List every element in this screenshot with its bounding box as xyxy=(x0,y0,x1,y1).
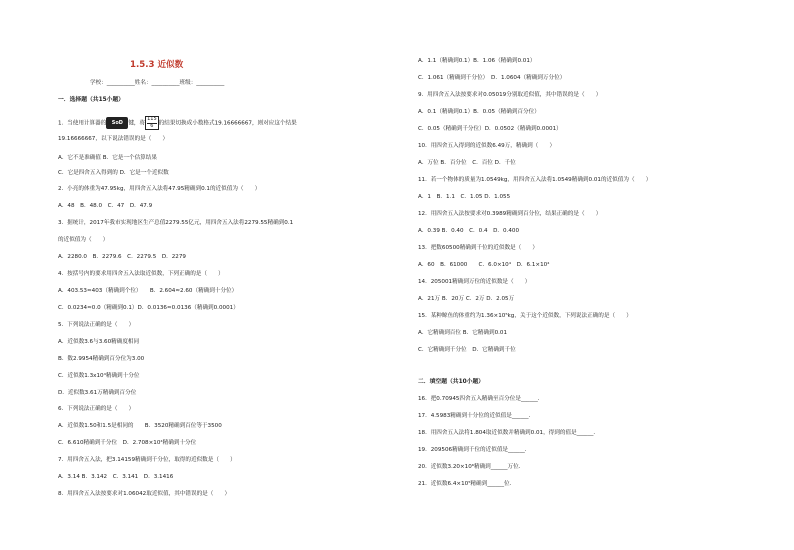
question-line: A．2280.0 B．2279.6 C．2279.5 D．2279 xyxy=(58,254,186,260)
question-line: A．1 B．1.1 C．1.05 D．1.055 xyxy=(418,194,511,200)
question-line: C．1.061（精确到千分位） D．1.0604（精确到万分位） xyxy=(418,75,566,81)
question-line: C．近似数1.3x10⁴精确到十分位 xyxy=(58,373,140,379)
question-line: 19.16666667，以下说法错误的是（ ） xyxy=(58,136,169,142)
question-line: A．21万 B．20万 C．2万 D．2.05万 xyxy=(418,296,515,302)
question-line: 2．小亮的体重为47.95kg，用四舍五入法将47.95精确到0.1的近似值为（ ） xyxy=(58,186,261,192)
question-line: 18．用四舍五入法将1.804取近似数并精确到0.01，得到的值是______． xyxy=(418,430,600,436)
question-line: 16．把0.70945四舍五入精确至百分位是______． xyxy=(418,396,544,402)
question-line: 的近似值为（ ） xyxy=(58,237,109,243)
question-text: 的结果切换成小数格式19.16666667，则对应这个结果 xyxy=(158,120,297,127)
question-line: A．403.53≈403（精确到个位） B．2.604≈2.60（精确到十分位） xyxy=(58,288,238,294)
question-line: C．它是四舍五入得到的 D．它是一个近似数 xyxy=(58,170,169,176)
student-info-line: 学校：__________姓名：__________班级：__________ xyxy=(90,80,225,86)
question-line: 6．下列说法正确的是（ ） xyxy=(58,406,135,412)
question-line: C．6.610精确到千分位 D．2.708×10⁴精确到十分位 xyxy=(58,440,197,446)
question-line: 9．用四舍五入法按要求对0.05019分别取近似值，其中错误的是（ ） xyxy=(418,92,602,98)
calculator-key-icon: SoD xyxy=(106,117,128,129)
question-line: B．数2.9954精确到百分位为3.00 xyxy=(58,356,145,362)
question-text: 1．当使用计算器的 xyxy=(58,120,107,127)
question-line: D．近似数3.61万精确到百分位 xyxy=(58,390,137,396)
question-line: A．1.1（精确到0.1）B．1.06（精确到0.01） xyxy=(418,58,536,64)
question-line: A．近似数1.50和1.5是相同的 B．3520精确到百位等于3500 xyxy=(58,423,222,429)
fraction-numerator: 115 xyxy=(147,116,157,122)
question-line: A．万位 B．百分位 C．百位 D．千位 xyxy=(418,160,516,166)
section-heading: 二．填空题（共10小题） xyxy=(418,379,485,385)
question-line: 11．若一个物体的质量为1.0549kg，用四舍五入法将1.0549精确到0.01的近似值为（ ） xyxy=(418,177,652,183)
question-line: 19．209506精确到千位的近似值是______． xyxy=(418,447,531,453)
question-text: 键，将 xyxy=(128,120,146,127)
question-line: A．48 B．48.0 C．47 D．47.9 xyxy=(58,203,153,209)
question-line: A．0.39 B．0.40 C．0.4 D．0.400 xyxy=(418,228,520,234)
question-line: 13．把数60500精确到千位的近似数是（ ） xyxy=(418,245,539,251)
question-line: A．0.1（精确到0.1）B．0.05（精确到百分位） xyxy=(418,109,540,115)
question-line: C．0.0234≈0.0（精确到0.1）D．0.0136≈0.0136（精确到0.0001） xyxy=(58,305,239,311)
section-heading: 一．选择题（共15小题） xyxy=(58,97,125,103)
question-line: A．近似数3.6与3.60精确度相同 xyxy=(58,339,140,345)
question-line xyxy=(58,116,297,130)
question-line: C．0.05（精确到千分位）D．0.0502（精确到0.0001） xyxy=(418,126,562,132)
question-line: 21．近似数6.4×10⁵精确到______位． xyxy=(418,481,516,487)
question-line: 4．按括号内的要求用四舍五入法取近似数，下列正确的是（ ） xyxy=(58,271,224,277)
question-line: A．它精确到百位 B．它精确到0.01 xyxy=(418,330,508,336)
question-line: 5．下列说法正确的是（ ） xyxy=(58,322,135,328)
question-line: 14．205001精确到万位的近似数是（ ） xyxy=(418,279,531,285)
question-line: A．3.14 B．3.142 C．3.141 D．3.1416 xyxy=(58,474,174,480)
question-line: 3．据统计，2017年我市实现地区生产总值2279.55亿元，用四舍五入法将2279.55精确到0.1 xyxy=(58,220,294,226)
question-line: 17．4.5983精确到十分位的近似值是______． xyxy=(418,413,535,419)
question-line: 8．用四舍五入法按要求对1.06042取近似值，其中错误的是（ ） xyxy=(58,491,231,497)
question-line: 12．用四舍五入法按要求对0.3989精确到百分位，结果正确的是（ ） xyxy=(418,211,602,217)
question-line: A．它不是准确值 B．它是一个估算结果 xyxy=(58,155,157,161)
fraction-denominator: 6 xyxy=(150,122,154,129)
question-line: 15．某种鲸鱼的体重约为1.36×10⁵kg，关于这个近似数，下列说法正确的是（ ） xyxy=(418,313,632,319)
page-title: 1.5.3 近似数 xyxy=(130,60,184,70)
fraction xyxy=(145,116,159,130)
question-line: 10．用四舍五入得到的近似数6.49万，精确到（ ） xyxy=(418,143,556,149)
question-line: 20．近似数3.20×10⁶精确到______万位． xyxy=(418,464,525,470)
question-line: A．60 B．61000 C．6.0×10⁴ D．6.1×10⁴ xyxy=(418,262,550,268)
question-line: C．它精确到千分位 D．它精确到千位 xyxy=(418,347,516,353)
question-line: 7．用四舍五入法，把3.14159精确到千分位，取得的近似数是（ ） xyxy=(58,457,236,463)
